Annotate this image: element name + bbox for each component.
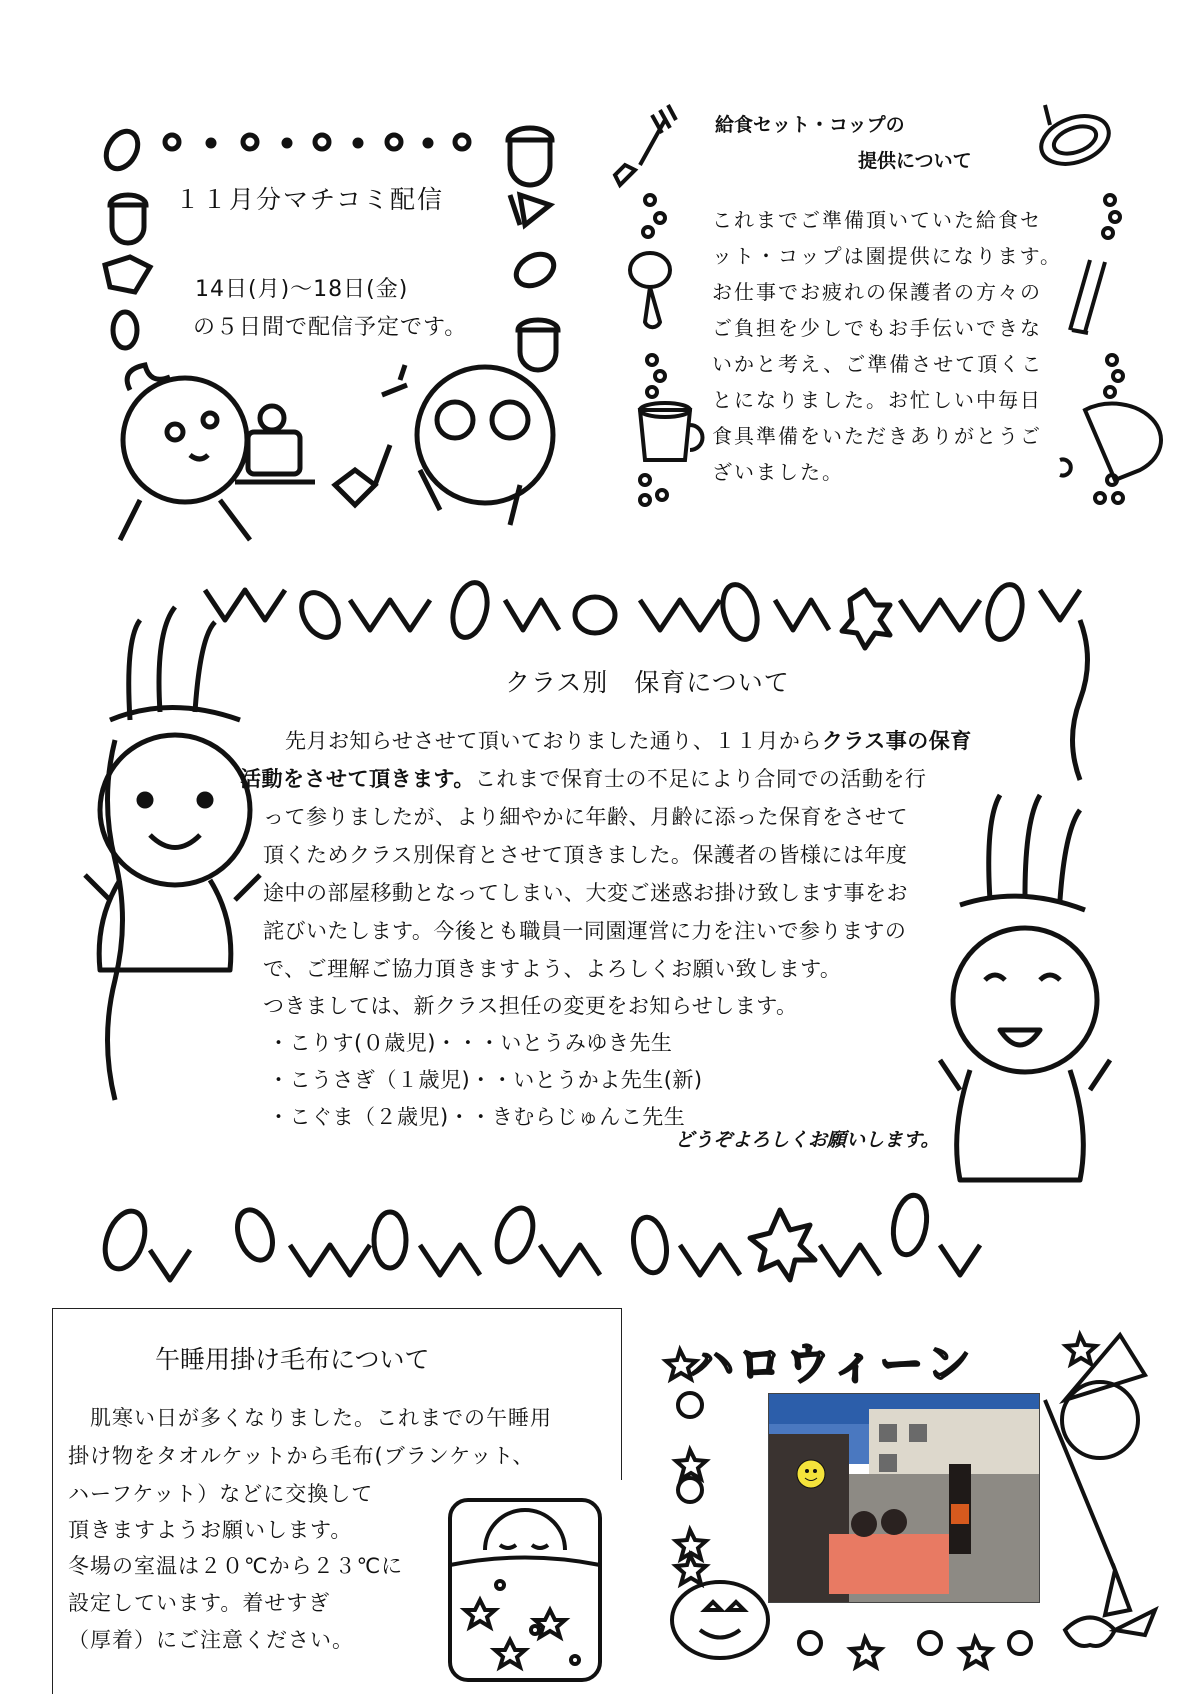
class-text-line: 詫びいたします。今後とも職員一同園運営に力を注いで参りますの [263,919,907,943]
blanket-text-line: 頂きますようお願いします。 [68,1518,353,1542]
class-text-line: つきましては、新クラス担任の変更をお知らせします。 [263,994,798,1018]
blanket-text-line: （厚着）にご注意ください。 [68,1628,354,1652]
class-text-normal: 先月お知らせさせて頂いておりました通り、１１月から [285,729,822,753]
meal-text-line: ット・コップは園提供になります。 [712,244,1062,268]
machicomi-note: の５日間で配信予定です。 [193,315,468,340]
meal-title-line2: 提供について [858,150,972,172]
meal-text-line: これまでご準備頂いていた給食セ [712,208,1042,232]
class-text-line: 頂くためクラス別保育とさせて頂きました。保護者の皆様には年度 [263,843,908,867]
meal-text-line: いかと考え、ご準備させて頂くこ [712,352,1044,376]
class-text-line: で、ご理解ご協力頂きますよう、よろしくお願い致します。 [263,957,842,981]
blanket-text-line: 肌寒い日が多くなりました。これまでの午睡用 [90,1406,552,1430]
class-title: クラス別 保育について [505,668,790,697]
meal-text-line: ご負担を少しでもお手伝いできな [712,316,1042,340]
machicomi-date: 14日(月)～18日(金) [195,277,409,302]
meal-text-line: お仕事でお疲れの保護者の方々の [712,280,1042,304]
blanket-text-line: 設定しています。着せすぎ [68,1591,331,1615]
machicomi-title: １１月分マチコミ配信 [175,185,445,214]
meal-text-line: ざいました。 [712,460,844,484]
blanket-title: 午睡用掛け毛布について [155,1345,430,1374]
teacher-list-item: ・こりす(０歳児)・・・いとうみゆき先生 [268,1031,673,1055]
meal-text-line: 食具準備をいただきありがとうご [712,424,1042,448]
halloween-title: ハロウィーン [690,1339,975,1390]
teacher-list-item: ・こうさぎ（１歳児)・・いとうかよ先生(新) [268,1068,703,1092]
class-text-normal: これまで保育士の不足により合同での活動を行 [474,767,927,791]
meal-title-line1: 給食セット・コップの [715,114,905,136]
class-text-bold: クラス事の保育 [821,729,972,753]
teacher-list-item: ・こぐま（２歳児)・・きむらじゅんこ先生 [268,1105,686,1129]
class-text-bold: 活動をさせて頂きます。 [240,767,475,791]
blanket-text-line: 掛け物をタオルケットから毛布(ブランケット、 [68,1444,535,1468]
class-text-line: 途中の部屋移動となってしまい、大変ご迷惑お掛け致します事をお [263,881,908,905]
halloween-photo-image [769,1394,1039,1602]
meal-text-line: とになりました。お忙しい中毎日 [712,388,1042,412]
blanket-text-line: ハーフケット）などに交換して [68,1482,374,1506]
class-closing: どうぞよろしくお願いします。 [675,1129,940,1151]
blanket-text-line: 冬場の室温は２０℃から２３℃に [68,1554,404,1578]
halloween-photo [768,1393,1040,1603]
class-text-line: って参りましたが、より細やかに年齢、月齢に添った保育をさせて [263,805,908,829]
